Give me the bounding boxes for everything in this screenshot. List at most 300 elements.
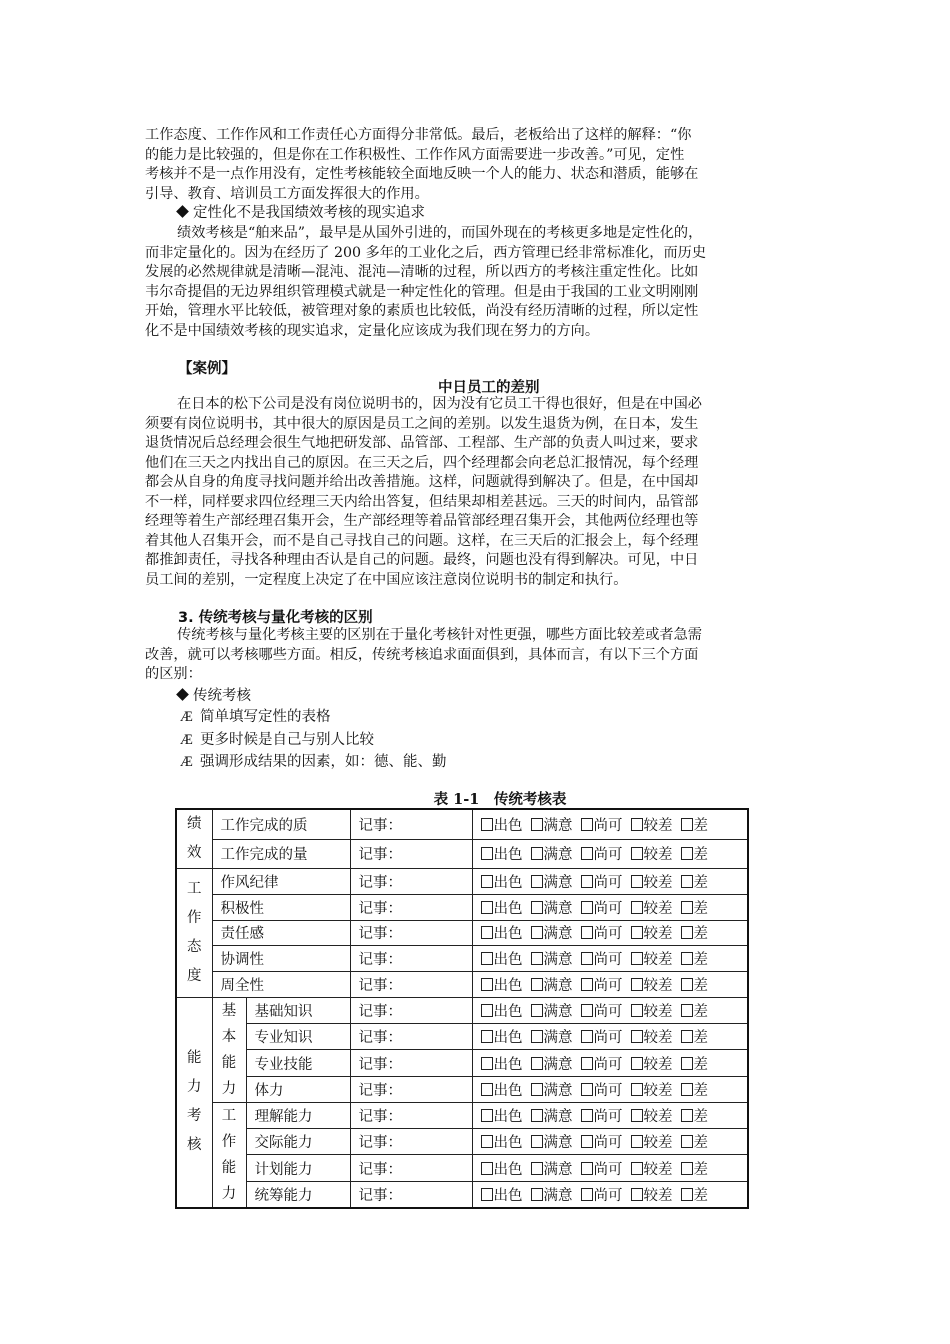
note-cell[interactable]: 记事： <box>350 920 472 946</box>
checkbox-icon[interactable] <box>681 926 693 939</box>
checkbox-icon[interactable] <box>581 901 593 914</box>
rating-option[interactable] <box>631 1131 673 1152</box>
criterion-label: 统筹能力 <box>246 1181 350 1208</box>
checkbox-icon[interactable] <box>581 1030 593 1043</box>
rating-option-label: 尚可 <box>593 1109 623 1126</box>
text-line: 经理等着生产部经理召集开会，生产部经理等着品管部经理召集开会，其他两位经理也等 <box>145 513 699 529</box>
checkbox-icon[interactable] <box>531 875 543 888</box>
note-cell[interactable]: 记事： <box>350 1181 472 1208</box>
criterion-label: 周全性 <box>212 972 350 998</box>
rating-option[interactable] <box>481 922 523 943</box>
rating-option-label: 出色 <box>493 1161 523 1178</box>
checkbox-icon[interactable] <box>681 875 693 888</box>
rating-options <box>472 1129 748 1155</box>
rating-option[interactable] <box>681 948 709 969</box>
rating-option[interactable] <box>581 1079 623 1100</box>
group-label <box>212 997 246 1102</box>
group-label-char: 力 <box>221 1185 237 1202</box>
group-label-char: 度 <box>187 967 202 984</box>
rating-option[interactable] <box>681 843 709 864</box>
rating-option-label: 差 <box>693 900 708 917</box>
checkbox-icon[interactable] <box>481 847 493 860</box>
rating-options <box>472 1024 748 1050</box>
text-line: 引导、教育、培训员工方面发挥很大的作用。 <box>145 185 429 202</box>
checkbox-icon[interactable] <box>531 847 543 860</box>
group-label <box>212 1102 246 1208</box>
rating-option[interactable] <box>481 1000 523 1021</box>
rating-option[interactable] <box>481 871 523 892</box>
case-title: 中日员工的差别 <box>438 380 540 396</box>
checkbox-icon[interactable] <box>631 1083 643 1096</box>
text-line: 须要有岗位说明书，其中很大的原因是员工之间的差别。以发生退货为例，在日本，发生 <box>145 415 699 432</box>
note-cell[interactable]: 记事： <box>350 1076 472 1102</box>
checkbox-icon[interactable] <box>631 1162 643 1175</box>
rating-option-label: 满意 <box>543 847 573 864</box>
checkbox-icon[interactable] <box>581 1057 593 1070</box>
rating-option[interactable] <box>681 871 709 892</box>
table-row <box>176 1050 748 1076</box>
rating-option-label: 较差 <box>643 1135 673 1152</box>
rating-option[interactable] <box>581 1053 623 1074</box>
rating-option-label: 满意 <box>543 874 573 891</box>
rating-options <box>472 869 748 895</box>
rating-option[interactable] <box>481 1079 523 1100</box>
checkbox-icon[interactable] <box>531 818 543 831</box>
rating-option[interactable] <box>481 1053 523 1074</box>
checkbox-icon[interactable] <box>481 1057 493 1070</box>
checkbox-icon[interactable] <box>531 1109 543 1122</box>
rating-option[interactable] <box>531 1158 573 1179</box>
checkbox-icon[interactable] <box>681 818 693 831</box>
checkbox-icon[interactable] <box>631 978 643 991</box>
checkbox-icon[interactable] <box>531 1057 543 1070</box>
criterion-label: 体力 <box>246 1076 350 1102</box>
group-label-char: 基 <box>221 1002 237 1019</box>
table-row <box>176 1155 748 1181</box>
rating-option[interactable] <box>681 1158 709 1179</box>
checkbox-icon[interactable] <box>531 901 543 914</box>
rating-option-label: 较差 <box>643 1109 673 1126</box>
rating-option-label: 差 <box>693 978 708 995</box>
checkbox-icon[interactable] <box>681 1030 693 1043</box>
rating-option[interactable] <box>681 1131 709 1152</box>
rating-option[interactable] <box>581 1026 623 1047</box>
rating-option[interactable] <box>631 1184 673 1205</box>
criterion-label: 理解能力 <box>246 1102 350 1128</box>
list-item <box>180 707 331 727</box>
checkbox-icon[interactable] <box>631 1057 643 1070</box>
checkbox-icon[interactable] <box>531 1135 543 1148</box>
checkbox-icon[interactable] <box>531 926 543 939</box>
rating-option-label: 较差 <box>643 1187 673 1204</box>
checkbox-icon[interactable] <box>631 1004 643 1017</box>
checkbox-icon[interactable] <box>581 818 593 831</box>
checkbox-icon[interactable] <box>581 1004 593 1017</box>
text-line: 的区别： <box>145 666 202 682</box>
rating-option[interactable] <box>581 1184 623 1205</box>
rating-options <box>472 1155 748 1181</box>
diamond-bullet-icon <box>176 688 189 701</box>
rating-option-label: 出色 <box>493 926 523 943</box>
rating-option[interactable] <box>631 1000 673 1021</box>
rating-option-label: 较差 <box>643 978 673 995</box>
checkbox-icon[interactable] <box>481 1004 493 1017</box>
rating-option-label: 满意 <box>543 952 573 969</box>
checkbox-icon[interactable] <box>581 1083 593 1096</box>
checkbox-icon[interactable] <box>681 1057 693 1070</box>
checkbox-icon[interactable] <box>631 1109 643 1122</box>
rating-option[interactable] <box>481 897 523 918</box>
bullet-text: 传统考核 <box>193 688 251 704</box>
rating-option-label: 尚可 <box>593 1135 623 1152</box>
rating-option-label: 满意 <box>543 1004 573 1021</box>
group-label <box>176 997 212 1208</box>
group-label-char: 绩 <box>187 816 202 832</box>
rating-option[interactable] <box>581 1105 623 1126</box>
text-line: 不一样，同样要求四位经理三天内给出答复，但结果却相差甚远。三天的时间内，品管部 <box>145 493 699 510</box>
rating-option[interactable] <box>531 1053 573 1074</box>
rating-options <box>472 839 748 868</box>
checkbox-icon[interactable] <box>631 818 643 831</box>
rating-option[interactable] <box>631 843 673 864</box>
note-cell[interactable]: 记事： <box>350 809 472 839</box>
group-label-char: 工 <box>221 1107 237 1124</box>
rating-option[interactable] <box>581 974 623 995</box>
group-label-char: 作 <box>187 909 202 926</box>
rating-options <box>472 972 748 998</box>
checkbox-icon[interactable] <box>581 1135 593 1148</box>
checkbox-icon[interactable] <box>481 875 493 888</box>
table-row <box>176 869 748 895</box>
rating-option-label: 较差 <box>643 847 673 864</box>
table-row <box>176 1076 748 1102</box>
rating-option[interactable] <box>681 897 709 918</box>
rating-option-label: 满意 <box>543 926 573 943</box>
text-line: 在日本的松下公司是没有岗位说明书的，因为没有它员工干得也很好，但是在中国必 <box>177 396 702 412</box>
rating-option-label: 尚可 <box>593 1082 623 1099</box>
checkbox-icon[interactable] <box>581 847 593 860</box>
checkbox-icon[interactable] <box>581 978 593 991</box>
rating-option-label: 出色 <box>493 1187 523 1204</box>
rating-option[interactable] <box>481 843 523 864</box>
rating-option[interactable] <box>481 814 523 835</box>
rating-option[interactable] <box>481 974 523 995</box>
criterion-label: 基础知识 <box>246 997 350 1023</box>
group-label-char: 效 <box>187 845 202 861</box>
rating-option-label: 出色 <box>493 1082 523 1099</box>
rating-option-label: 尚可 <box>593 1004 623 1021</box>
rating-option[interactable] <box>631 922 673 943</box>
rating-option-label: 出色 <box>493 952 523 969</box>
note-cell[interactable]: 记事： <box>350 869 472 895</box>
rating-option-label: 较差 <box>643 926 673 943</box>
rating-option[interactable] <box>531 871 573 892</box>
checkbox-icon[interactable] <box>681 901 693 914</box>
note-cell[interactable]: 记事： <box>350 1102 472 1128</box>
rating-option[interactable] <box>681 1105 709 1126</box>
checkbox-icon[interactable] <box>681 1135 693 1148</box>
rating-option-label: 尚可 <box>593 926 623 943</box>
checkbox-icon[interactable] <box>481 901 493 914</box>
group-label-char: 工 <box>187 880 202 897</box>
table-row <box>176 1024 748 1050</box>
rating-option[interactable] <box>481 1158 523 1179</box>
checkbox-icon[interactable] <box>481 1135 493 1148</box>
rating-option-label: 差 <box>693 1056 708 1073</box>
rating-option[interactable] <box>481 1184 523 1205</box>
checkbox-icon[interactable] <box>481 952 493 965</box>
checkbox-icon[interactable] <box>531 1162 543 1175</box>
rating-option[interactable] <box>531 1105 573 1126</box>
checkbox-icon[interactable] <box>681 1083 693 1096</box>
table-row <box>176 920 748 946</box>
checkbox-icon[interactable] <box>631 926 643 939</box>
criterion-label: 积极性 <box>212 894 350 920</box>
rating-options <box>472 1181 748 1208</box>
checkbox-icon[interactable] <box>681 1109 693 1122</box>
rating-option[interactable] <box>681 922 709 943</box>
rating-option[interactable] <box>531 1184 573 1205</box>
rating-option[interactable] <box>531 922 573 943</box>
note-cell[interactable]: 记事： <box>350 894 472 920</box>
rating-option[interactable] <box>631 1026 673 1047</box>
criterion-label: 责任感 <box>212 920 350 946</box>
rating-option-label: 满意 <box>543 1135 573 1152</box>
text-line: 他们在三天之内找出自己的原因。在三天之后，四个经理都会向老总汇报情况，每个经理 <box>145 454 699 471</box>
note-cell[interactable]: 记事： <box>350 1155 472 1181</box>
rating-option[interactable] <box>581 922 623 943</box>
rating-option-label: 较差 <box>643 952 673 969</box>
table-row <box>176 972 748 998</box>
section-heading: 3. 传统考核与量化考核的区别 <box>178 610 373 626</box>
list-item <box>180 752 447 772</box>
list-item-text: 简单填写定性的表格 <box>200 709 331 725</box>
rating-option-label: 差 <box>693 1187 708 1204</box>
rating-option[interactable] <box>631 1158 673 1179</box>
rating-option[interactable] <box>581 948 623 969</box>
rating-options <box>472 809 748 839</box>
checkbox-icon[interactable] <box>581 926 593 939</box>
rating-option[interactable] <box>581 814 623 835</box>
criterion-label: 工作完成的质 <box>212 809 350 839</box>
rating-option-label: 出色 <box>493 1030 523 1047</box>
rating-option[interactable] <box>681 814 709 835</box>
text-line: 着其他人召集开会，而不是自己寻找自己的问题。这样，在三天后的汇报会上，每个经理 <box>145 532 699 549</box>
table-row <box>176 997 748 1023</box>
checkbox-icon[interactable] <box>531 978 543 991</box>
group-label-char: 能 <box>221 1054 237 1071</box>
group-label-char: 力 <box>221 1080 237 1097</box>
bullet-heading-qualitative <box>178 203 425 223</box>
list-item <box>180 730 374 750</box>
checkbox-icon[interactable] <box>631 1188 643 1201</box>
note-cell[interactable]: 记事： <box>350 1050 472 1076</box>
rating-option-label: 满意 <box>543 1056 573 1073</box>
checkbox-icon[interactable] <box>531 1030 543 1043</box>
checkbox-icon[interactable] <box>531 1083 543 1096</box>
rating-option-label: 出色 <box>493 817 523 834</box>
rating-option[interactable] <box>681 1053 709 1074</box>
criterion-label: 作风纪律 <box>212 869 350 895</box>
list-marker: Æ <box>180 732 193 748</box>
checkbox-icon[interactable] <box>631 1030 643 1043</box>
rating-option-label: 出色 <box>493 1135 523 1152</box>
rating-option-label: 满意 <box>543 1109 573 1126</box>
text-line: 考核并不是一点作用没有，定性考核能较全面地反映一个人的能力、状态和潜质，能够在 <box>145 166 699 182</box>
table-row <box>176 1181 748 1208</box>
rating-option[interactable] <box>481 1026 523 1047</box>
rating-option[interactable] <box>531 948 573 969</box>
rating-option-label: 尚可 <box>593 847 623 864</box>
checkbox-icon[interactable] <box>681 1188 693 1201</box>
table-row <box>176 946 748 972</box>
checkbox-icon[interactable] <box>481 1162 493 1175</box>
rating-option[interactable] <box>531 897 573 918</box>
rating-option[interactable] <box>631 974 673 995</box>
group-label-char: 能 <box>187 1050 202 1067</box>
group-label <box>176 869 212 998</box>
rating-option-label: 较差 <box>643 900 673 917</box>
group-label-char: 核 <box>187 1137 202 1154</box>
rating-option[interactable] <box>681 974 709 995</box>
criterion-label: 专业技能 <box>246 1050 350 1076</box>
rating-option-label: 较差 <box>643 1056 673 1073</box>
rating-option[interactable] <box>531 1000 573 1021</box>
rating-option-label: 差 <box>693 1161 708 1178</box>
criterion-label: 工作完成的量 <box>212 839 350 868</box>
rating-option-label: 尚可 <box>593 1030 623 1047</box>
criterion-label: 专业知识 <box>246 1024 350 1050</box>
rating-option[interactable] <box>581 1000 623 1021</box>
rating-option[interactable] <box>581 1131 623 1152</box>
checkbox-icon[interactable] <box>481 1083 493 1096</box>
table-caption: 表 1-1 传统考核表 <box>433 791 567 808</box>
rating-option[interactable] <box>681 1000 709 1021</box>
rating-option-label: 尚可 <box>593 1187 623 1204</box>
rating-option-label: 差 <box>693 874 708 891</box>
rating-option-label: 尚可 <box>593 900 623 917</box>
note-cell[interactable]: 记事： <box>350 1129 472 1155</box>
checkbox-icon[interactable] <box>481 1109 493 1122</box>
checkbox-icon[interactable] <box>631 952 643 965</box>
note-cell[interactable]: 记事： <box>350 997 472 1023</box>
rating-option-label: 出色 <box>493 1109 523 1126</box>
checkbox-icon[interactable] <box>681 952 693 965</box>
rating-option[interactable] <box>631 1079 673 1100</box>
diamond-bullet-icon <box>176 205 189 218</box>
checkbox-icon[interactable] <box>631 875 643 888</box>
rating-option-label: 出色 <box>493 1004 523 1021</box>
rating-option[interactable] <box>531 1026 573 1047</box>
rating-option-label: 差 <box>693 817 708 834</box>
rating-option[interactable] <box>581 843 623 864</box>
checkbox-icon[interactable] <box>581 875 593 888</box>
criterion-label: 交际能力 <box>246 1129 350 1155</box>
rating-option[interactable] <box>631 948 673 969</box>
checkbox-icon[interactable] <box>581 1162 593 1175</box>
checkbox-icon[interactable] <box>481 978 493 991</box>
rating-option-label: 较差 <box>643 874 673 891</box>
rating-option-label: 尚可 <box>593 952 623 969</box>
checkbox-icon[interactable] <box>681 847 693 860</box>
rating-option[interactable] <box>531 1079 573 1100</box>
criterion-label: 协调性 <box>212 946 350 972</box>
note-cell[interactable]: 记事： <box>350 839 472 868</box>
rating-option[interactable] <box>481 948 523 969</box>
rating-option[interactable] <box>631 871 673 892</box>
note-cell[interactable]: 记事： <box>350 1024 472 1050</box>
checkbox-icon[interactable] <box>631 847 643 860</box>
table-row <box>176 839 748 868</box>
case-paragraph <box>145 395 805 590</box>
rating-option-label: 满意 <box>543 817 573 834</box>
rating-option[interactable] <box>681 1079 709 1100</box>
rating-option[interactable] <box>531 1131 573 1152</box>
checkbox-icon[interactable] <box>581 1109 593 1122</box>
text-line: 员工间的差别，一定程度上决定了在中国应该注意岗位说明书的制定和执行。 <box>145 571 628 588</box>
table-row <box>176 1129 748 1155</box>
rating-option-label: 尚可 <box>593 874 623 891</box>
rating-option-label: 满意 <box>543 1187 573 1204</box>
list-marker: Æ <box>180 709 193 725</box>
text-line: 的能力是比较强的，但是你在工作积极性、工作作风方面需要进一步改善。”可见，定性 <box>145 146 685 163</box>
rating-option-label: 差 <box>693 952 708 969</box>
rating-option[interactable] <box>681 1184 709 1205</box>
rating-option-label: 出色 <box>493 900 523 917</box>
rating-option[interactable] <box>481 1105 523 1126</box>
checkbox-icon[interactable] <box>531 1188 543 1201</box>
text-line: 化不是中国绩效考核的现实追求，定量化应该成为我们现在努力的方向。 <box>145 322 600 339</box>
checkbox-icon[interactable] <box>681 978 693 991</box>
checkbox-icon[interactable] <box>581 952 593 965</box>
rating-option[interactable] <box>631 1105 673 1126</box>
checkbox-icon[interactable] <box>481 926 493 939</box>
note-cell[interactable]: 记事： <box>350 946 472 972</box>
rating-option-label: 出色 <box>493 1056 523 1073</box>
rating-option[interactable] <box>481 1131 523 1152</box>
rating-option[interactable] <box>531 814 573 835</box>
rating-option[interactable] <box>631 1053 673 1074</box>
rating-option-label: 出色 <box>493 847 523 864</box>
checkbox-icon[interactable] <box>681 1162 693 1175</box>
checkbox-icon[interactable] <box>531 1004 543 1017</box>
checkbox-icon[interactable] <box>531 952 543 965</box>
rating-option[interactable] <box>531 843 573 864</box>
checkbox-icon[interactable] <box>481 818 493 831</box>
rating-option[interactable] <box>681 1026 709 1047</box>
rating-option[interactable] <box>581 871 623 892</box>
rating-option-label: 较差 <box>643 1161 673 1178</box>
checkbox-icon[interactable] <box>481 1188 493 1201</box>
checkbox-icon[interactable] <box>481 1030 493 1043</box>
case-label: 【案例】 <box>178 361 236 377</box>
rating-option-label: 尚可 <box>593 1056 623 1073</box>
rating-option-label: 差 <box>693 847 708 864</box>
checkbox-icon[interactable] <box>631 1135 643 1148</box>
checkbox-icon[interactable] <box>681 1004 693 1017</box>
table-row <box>176 809 748 839</box>
rating-option[interactable] <box>581 1158 623 1179</box>
rating-option[interactable] <box>581 897 623 918</box>
rating-option[interactable] <box>631 897 673 918</box>
rating-option-label: 差 <box>693 1082 708 1099</box>
rating-option[interactable] <box>631 814 673 835</box>
note-cell[interactable]: 记事： <box>350 972 472 998</box>
rating-options <box>472 1102 748 1128</box>
checkbox-icon[interactable] <box>631 901 643 914</box>
checkbox-icon[interactable] <box>581 1188 593 1201</box>
rating-option[interactable] <box>531 974 573 995</box>
